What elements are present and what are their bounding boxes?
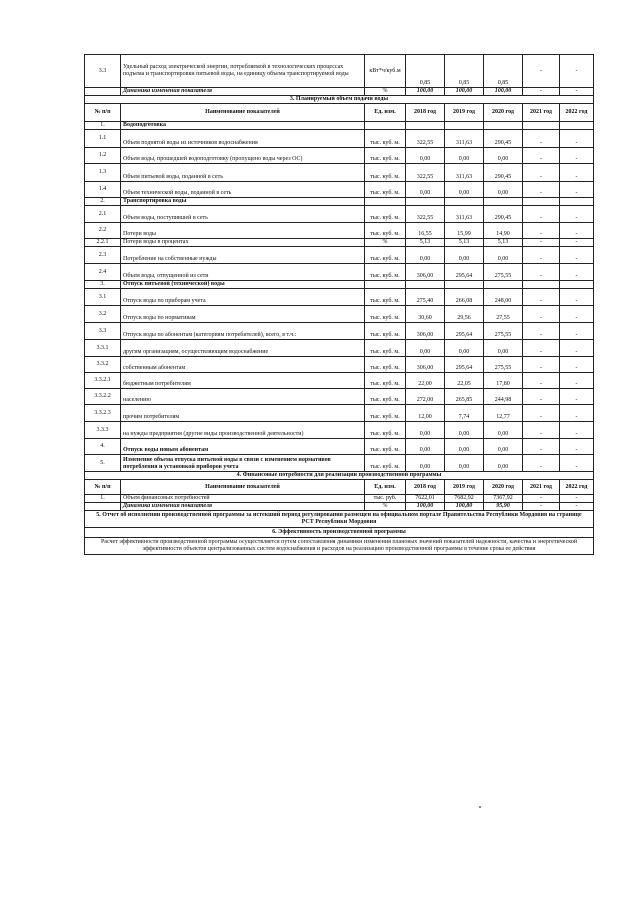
value-2021: - <box>523 389 560 405</box>
value-2018: 100,00 <box>406 503 445 511</box>
value-2021: - <box>523 206 560 223</box>
value-2019 <box>445 198 484 206</box>
row-unit: тыс. куб. м. <box>365 130 406 148</box>
value-2021: - <box>523 503 560 511</box>
row-name: Удельный расход электрической энергии, потребляемой в технологических процессах подъема и транспортировки питьевой воды, на единицу объема транспортируемой воды <box>121 55 365 88</box>
row-unit <box>365 122 406 130</box>
value-2019: 0,00 <box>445 422 484 439</box>
row-unit: тыс. куб. м. <box>365 223 406 239</box>
row-number: 3.3.2 <box>85 357 121 373</box>
row-name: Объем воды, поступившей в сеть <box>121 206 365 223</box>
header-year: 2022 год <box>560 480 594 495</box>
row-unit: тыс. куб. м. <box>365 422 406 439</box>
value-2020: 0,00 <box>484 422 523 439</box>
value-2019: 311,63 <box>445 206 484 223</box>
row-name: Объем питьевой воды, поданной в сеть <box>121 164 365 182</box>
value-2021: - <box>523 323 560 340</box>
value-2020: 7367,92 <box>484 495 523 503</box>
row-number: 3. <box>85 281 121 289</box>
value-2022: - <box>560 503 594 511</box>
value-2022: - <box>560 206 594 223</box>
dynamics-label: Динамика изменения показателя <box>121 503 365 511</box>
row-name: Объем финансовых потребностей <box>121 495 365 503</box>
row-number: 1.4 <box>85 182 121 198</box>
value-2018: 272,00 <box>406 389 445 405</box>
row-number: 3.1 <box>85 289 121 306</box>
value-2020: 5,13 <box>484 239 523 247</box>
value-2019: 0,00 <box>445 439 484 455</box>
row-name: Транспортировка воды <box>121 198 365 206</box>
table-row <box>85 264 594 281</box>
row-number: 2. <box>85 198 121 206</box>
header-year: 2019 год <box>445 480 484 495</box>
value-2019: 265,85 <box>445 389 484 405</box>
value-2020: 244,98 <box>484 389 523 405</box>
value-2020 <box>484 122 523 130</box>
document-sheet <box>84 54 594 555</box>
table-row <box>85 182 594 198</box>
row-unit: кВт*ч/куб.м <box>365 55 406 88</box>
row-unit: тыс. куб. м. <box>365 264 406 281</box>
value-2020: 0,85 <box>484 55 523 88</box>
value-2020: 0,00 <box>484 340 523 357</box>
row-unit: % <box>365 88 406 96</box>
header-year: 2021 год <box>523 104 560 122</box>
row-number: 2.3 <box>85 247 121 264</box>
value-2018 <box>406 122 445 130</box>
volume-rows <box>85 122 594 472</box>
row-name: Потребление на собственные нужды <box>121 247 365 264</box>
row-unit: тыс. куб. м. <box>365 164 406 182</box>
value-2021: - <box>523 373 560 389</box>
row-number: 3.3 <box>85 323 121 340</box>
row-unit: тыс. куб. м. <box>365 306 406 323</box>
value-2018: 12,00 <box>406 405 445 422</box>
row-name: бюджетным потребителям <box>121 373 365 389</box>
value-2018: 30,60 <box>406 306 445 323</box>
value-2022: - <box>560 455 594 472</box>
value-2022: - <box>560 164 594 182</box>
value-2022: - <box>560 148 594 164</box>
value-2022 <box>560 122 594 130</box>
table-row <box>85 340 594 357</box>
value-2020: 0,00 <box>484 247 523 264</box>
row-number: 4. <box>85 439 121 455</box>
efficiency-text: Расчет эффективности производственной программы осуществляется путем сопоставления динамики изменения плановых значений показателей надежности, качества и энергетической эффективности объектов централизованных систем водоснабжения и расходов на реализацию производственной программы в течение срока ее действия <box>84 538 594 555</box>
value-2022: - <box>560 323 594 340</box>
value-2018: 306,00 <box>406 323 445 340</box>
value-2019: 295,64 <box>445 323 484 340</box>
value-2022: - <box>560 182 594 198</box>
value-2019: 295,64 <box>445 264 484 281</box>
value-2020 <box>484 281 523 289</box>
value-2021 <box>523 198 560 206</box>
section-row <box>85 439 594 455</box>
value-2022: - <box>560 55 594 88</box>
table-row <box>85 389 594 405</box>
row-name: Объем технической воды, поданной в сеть <box>121 182 365 198</box>
header-year: 2018 год <box>406 104 445 122</box>
row-number: 1.3 <box>85 164 121 182</box>
value-2018: 0,00 <box>406 340 445 357</box>
table-row <box>85 306 594 323</box>
value-2020: 14,90 <box>484 223 523 239</box>
row-name: Объем воды, отпущенной из сети <box>121 264 365 281</box>
value-2018: 306,00 <box>406 264 445 281</box>
value-2019: 0,85 <box>445 55 484 88</box>
value-2018: 0,85 <box>406 55 445 88</box>
value-2021: - <box>523 148 560 164</box>
value-2022: - <box>560 357 594 373</box>
value-2020: 0,00 <box>484 439 523 455</box>
header-year: 2019 год <box>445 104 484 122</box>
scan-speck <box>479 806 481 808</box>
header-name: Наименование показателей <box>121 104 365 122</box>
row-number: 2.1 <box>85 206 121 223</box>
value-2019: 100,80 <box>445 503 484 511</box>
dynamics-label: Динамика изменения показателя <box>121 88 365 96</box>
report-note: 5. Отчет об исполнении производственной программы за истекший период регулирования размещен на официальном портале Правительства Республики Мордовия на странице РСТ Республики Мордовия <box>84 511 594 528</box>
row-unit <box>365 198 406 206</box>
header-year: 2020 год <box>484 104 523 122</box>
section-row <box>85 281 594 289</box>
row-number: 3.3.2.1 <box>85 373 121 389</box>
value-2019: 5,13 <box>445 239 484 247</box>
value-2018: 0,00 <box>406 247 445 264</box>
value-2018: 7622,01 <box>406 495 445 503</box>
value-2018: 22,00 <box>406 373 445 389</box>
value-2018: 322,55 <box>406 130 445 148</box>
value-2020: 248,00 <box>484 289 523 306</box>
value-2018: 0,00 <box>406 439 445 455</box>
value-2022: - <box>560 389 594 405</box>
row-number: 3.3.2.2 <box>85 389 121 405</box>
value-2022: - <box>560 439 594 455</box>
row-number: 1. <box>85 495 121 503</box>
header-year: 2021 год <box>523 480 560 495</box>
value-2021: - <box>523 182 560 198</box>
value-2021: - <box>523 439 560 455</box>
value-2018: 322,55 <box>406 206 445 223</box>
header-year: 2022 год <box>560 104 594 122</box>
value-2019: 311,63 <box>445 164 484 182</box>
value-2020: 27,55 <box>484 306 523 323</box>
table-row <box>85 495 594 503</box>
row-unit: тыс. куб. м. <box>365 206 406 223</box>
value-2019: 0,00 <box>445 247 484 264</box>
row-unit: тыс. куб. м. <box>365 357 406 373</box>
row-name: Отпуск воды новым абонентам <box>121 439 365 455</box>
value-2019: 22,05 <box>445 373 484 389</box>
value-2020: 290,45 <box>484 164 523 182</box>
row-name: Потери воды <box>121 223 365 239</box>
section-heading: 3. Планируемый объем подачи воды <box>85 96 594 104</box>
row-unit: тыс. куб. м. <box>365 405 406 422</box>
value-2021: - <box>523 340 560 357</box>
row-name: прочим потребителям <box>121 405 365 422</box>
header-year: 2020 год <box>484 480 523 495</box>
table-row <box>85 130 594 148</box>
row-unit <box>365 281 406 289</box>
table-row <box>85 164 594 182</box>
value-2022: - <box>560 373 594 389</box>
value-2019: 15,99 <box>445 223 484 239</box>
value-2022: - <box>560 223 594 239</box>
value-2022: - <box>560 306 594 323</box>
value-2018: 306,00 <box>406 357 445 373</box>
value-2018: 16,55 <box>406 223 445 239</box>
row-unit: тыс. куб. м. <box>365 289 406 306</box>
header-name: Наименование показателей <box>121 480 365 495</box>
value-2020: 12,77 <box>484 405 523 422</box>
value-2021: - <box>523 405 560 422</box>
value-2019: 7,74 <box>445 405 484 422</box>
section-row <box>85 122 594 130</box>
value-2021: - <box>523 130 560 148</box>
row-name: другим организациям, осуществляющим водоснабжение <box>121 340 365 357</box>
row-number: 5. <box>85 455 121 472</box>
value-2018: 5,13 <box>406 239 445 247</box>
row-name: на нужды предприятия (другие виды производственной деятельности) <box>121 422 365 439</box>
value-2022 <box>560 198 594 206</box>
row-name: Отпуск воды по абонентам (категориям потребителей), всего, в т.ч.: <box>121 323 365 340</box>
value-2022: - <box>560 264 594 281</box>
value-2021: - <box>523 357 560 373</box>
row-number: 3.3.1 <box>85 340 121 357</box>
value-2020: 100,00 <box>484 88 523 96</box>
value-2022: - <box>560 422 594 439</box>
value-2019: 311,63 <box>445 130 484 148</box>
value-2019: 0,00 <box>445 340 484 357</box>
value-2018: 0,00 <box>406 148 445 164</box>
table-row <box>85 503 594 511</box>
row-number: 1.1 <box>85 130 121 148</box>
table-row <box>85 55 594 88</box>
row-name: Отпуск воды по нормативам <box>121 306 365 323</box>
row-unit: тыс. куб. м. <box>365 455 406 472</box>
row-name: Объем поднятой воды из источников водоснабжения <box>121 130 365 148</box>
row-number: 1. <box>85 122 121 130</box>
row-number: 3.3.2.3 <box>85 405 121 422</box>
value-2019: 0,00 <box>445 182 484 198</box>
value-2021 <box>523 281 560 289</box>
section-heading: 4. Финансовые потребности для реализации производственной программы <box>85 472 594 480</box>
value-2020: 95,90 <box>484 503 523 511</box>
table-row <box>85 223 594 239</box>
value-2022: - <box>560 495 594 503</box>
value-2021: - <box>523 289 560 306</box>
row-name: Отпуск питьевой (технической) воды <box>121 281 365 289</box>
value-2019: 0,00 <box>445 455 484 472</box>
table-header <box>85 480 594 495</box>
value-2022: - <box>560 130 594 148</box>
value-2022 <box>560 281 594 289</box>
value-2018: 100,00 <box>406 88 445 96</box>
value-2021: - <box>523 88 560 96</box>
row-number: 2.4 <box>85 264 121 281</box>
row-name: Объем воды, прошедшей водоподготовку (пропущено воды через ОС) <box>121 148 365 164</box>
row-unit: тыс. куб. м. <box>365 439 406 455</box>
row-unit: тыс. куб. м. <box>365 340 406 357</box>
value-2020: 0,00 <box>484 148 523 164</box>
value-2018: 275,40 <box>406 289 445 306</box>
table-row <box>85 247 594 264</box>
table-row <box>85 206 594 223</box>
value-2020 <box>484 198 523 206</box>
value-2022: - <box>560 405 594 422</box>
row-name: Отпуск воды по приборам учета <box>121 289 365 306</box>
table-row <box>85 373 594 389</box>
row-number: 2.2.1 <box>85 239 121 247</box>
value-2020: 275,55 <box>484 357 523 373</box>
row-name: Потери воды в процентах <box>121 239 365 247</box>
table-row <box>85 422 594 439</box>
value-2021: - <box>523 264 560 281</box>
header-year: 2018 год <box>406 480 445 495</box>
value-2021: - <box>523 239 560 247</box>
row-number: 3.3 <box>85 55 121 88</box>
table-row <box>85 239 594 247</box>
section-row <box>85 455 594 472</box>
row-unit: тыс. куб. м. <box>365 323 406 340</box>
row-name: Водоподготовка <box>121 122 365 130</box>
efficiency-heading: 6. Эффективность производственной программы <box>84 528 594 538</box>
value-2019: 266,08 <box>445 289 484 306</box>
table-row <box>85 405 594 422</box>
row-number: 1.2 <box>85 148 121 164</box>
table-row <box>85 357 594 373</box>
value-2019 <box>445 122 484 130</box>
row-unit: тыс. куб. м. <box>365 247 406 264</box>
header-number: № п/п <box>85 480 121 495</box>
value-2020: 17,80 <box>484 373 523 389</box>
table-row <box>85 148 594 164</box>
value-2022: - <box>560 247 594 264</box>
value-2021: - <box>523 223 560 239</box>
value-2022: - <box>560 88 594 96</box>
value-2021: - <box>523 455 560 472</box>
row-number: 3.3.3 <box>85 422 121 439</box>
value-2020: 290,45 <box>484 206 523 223</box>
row-unit: тыс. руб. <box>365 495 406 503</box>
value-2022: - <box>560 340 594 357</box>
value-2021 <box>523 122 560 130</box>
value-2019: 7682,92 <box>445 495 484 503</box>
value-2018 <box>406 198 445 206</box>
value-2018: 0,00 <box>406 455 445 472</box>
value-2021: - <box>523 495 560 503</box>
value-2020: 275,55 <box>484 323 523 340</box>
row-unit: тыс. куб. м. <box>365 389 406 405</box>
value-2019: 29,56 <box>445 306 484 323</box>
header-unit: Ед. изм. <box>365 480 406 495</box>
value-2020: 0,00 <box>484 182 523 198</box>
row-unit: тыс. куб. м. <box>365 182 406 198</box>
value-2018: 0,00 <box>406 182 445 198</box>
row-unit: % <box>365 239 406 247</box>
value-2021: - <box>523 422 560 439</box>
value-2020: 275,55 <box>484 264 523 281</box>
header-number: № п/п <box>85 104 121 122</box>
row-unit: тыс. куб. м. <box>365 148 406 164</box>
value-2020: 290,45 <box>484 130 523 148</box>
section-row <box>85 198 594 206</box>
header-unit: Ед. изм. <box>365 104 406 122</box>
value-2022: - <box>560 289 594 306</box>
value-2019: 100,00 <box>445 88 484 96</box>
value-2021: - <box>523 164 560 182</box>
value-2021: - <box>523 55 560 88</box>
table-row <box>85 323 594 340</box>
value-2018 <box>406 281 445 289</box>
value-2022: - <box>560 239 594 247</box>
value-2019: 0,00 <box>445 148 484 164</box>
row-name: собственным абонентам <box>121 357 365 373</box>
table-header <box>85 104 594 122</box>
value-2018: 322,55 <box>406 164 445 182</box>
row-unit: % <box>365 503 406 511</box>
value-2019: 295,64 <box>445 357 484 373</box>
table-row <box>85 88 594 96</box>
value-2019 <box>445 281 484 289</box>
table-row <box>85 289 594 306</box>
row-unit: тыс. куб. м. <box>365 373 406 389</box>
value-2018: 0,00 <box>406 422 445 439</box>
row-name: населению <box>121 389 365 405</box>
value-2021: - <box>523 247 560 264</box>
row-number: 3.2 <box>85 306 121 323</box>
value-2020: 0,00 <box>484 455 523 472</box>
row-number: 2.2 <box>85 223 121 239</box>
indicator-table <box>84 54 594 511</box>
row-name: Изменение объема отпуска питьевой воды в связи с изменением нормативов потребления и установкой приборов учета <box>121 455 365 472</box>
value-2021: - <box>523 306 560 323</box>
